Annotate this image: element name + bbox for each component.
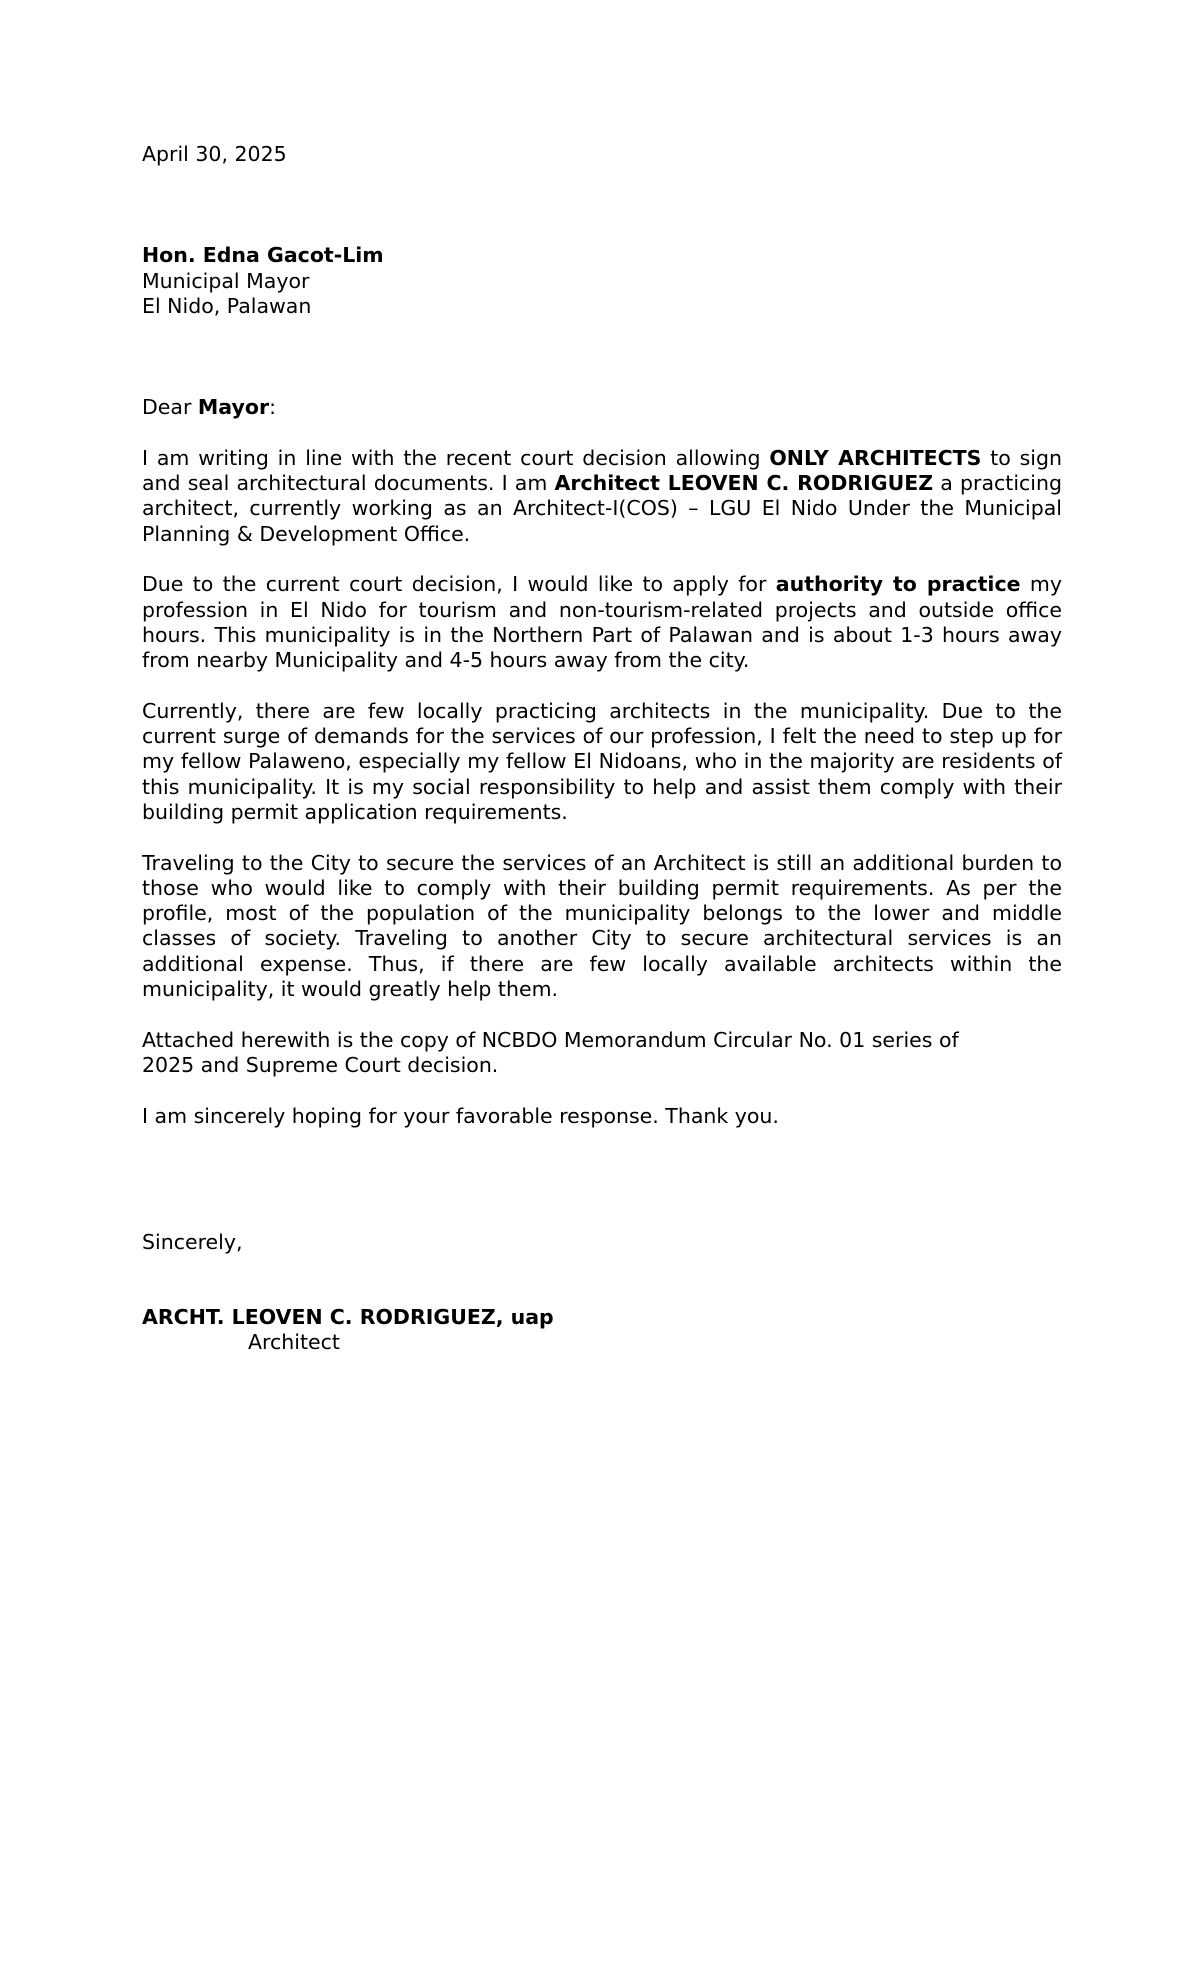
paragraph-text: Due to the current court decision, I would like to apply for	[142, 572, 776, 597]
recipient-location: El Nido, Palawan	[142, 293, 312, 318]
paragraph-text: to sign and seal architectural documents. I am	[142, 445, 1063, 496]
paragraph-closing-remark: I am sincerely hoping for your favorable response. Thank you.	[142, 1103, 779, 1128]
emphasis-text: ONLY ARCHITECTS	[769, 445, 982, 470]
paragraph-text: I am writing in line with the recent court decision allowing	[142, 445, 770, 470]
paragraph-request	[142, 572, 1062, 673]
recipient-block	[142, 243, 1062, 319]
complimentary-close: Sincerely,	[142, 1229, 243, 1254]
salutation	[142, 395, 1062, 420]
emphasis-text: Architect LEOVEN C. RODRIGUEZ	[554, 471, 934, 496]
paragraph-line: 2025 and Supreme Court decision.	[142, 1052, 499, 1077]
paragraph-text: a practicing architect, currently working as an Architect-I(COS) – LGU El Nido Under the Municipal Planning & Development Office.	[142, 471, 1062, 546]
emphasis-text: authority to practice	[775, 572, 1021, 597]
letter-date: April 30, 2025	[142, 142, 287, 166]
salutation-suffix: :	[269, 395, 276, 420]
paragraph-text: my profession in El Nido for tourism and non-tourism-related projects and outside office hours. This municipality is in the Northern Part of Palawan and is about 1-3 hours away from nearby Municipality and 4-5 hours away from the city.	[142, 572, 1063, 673]
salutation-prefix: Dear	[142, 395, 198, 420]
paragraph-justification: Traveling to the City to secure the services of an Architect is still an additional burden to those who would like to comply with their building permit requirements. As per the profile, most of the population of the municipality belongs to the lower and middle classes of society. Traveling to another City to secure architectural services is an additional expense. Thus, if there are few locally available architects within the municipality, it would greatly help them.	[142, 850, 1062, 1002]
signatory-name: ARCHT. LEOVEN C. RODRIGUEZ, uap	[142, 1305, 554, 1330]
paragraph-context: Currently, there are few locally practicing architects in the municipality. Due to the current surge of demands for the services of our profession, I felt the need to step up for my fellow Palaweno, especially my fellow El Nidoans, who in the majority are residents of this municipality. It is my social responsibility to help and assist them comply with their building permit application requirements.	[142, 698, 1062, 824]
paragraph-intro	[142, 446, 1062, 547]
signatory-title: Architect	[248, 1330, 340, 1355]
paragraph-line: Attached herewith is the copy of NCBDO Memorandum Circular No. 01 series of	[142, 1027, 959, 1052]
paragraph-attachments	[142, 1028, 1062, 1079]
recipient-title: Municipal Mayor	[142, 268, 310, 293]
letter-body	[142, 142, 1062, 1356]
recipient-name: Hon. Edna Gacot-Lim	[142, 243, 384, 268]
salutation-name: Mayor	[197, 395, 270, 420]
signature-block	[142, 1305, 1062, 1356]
